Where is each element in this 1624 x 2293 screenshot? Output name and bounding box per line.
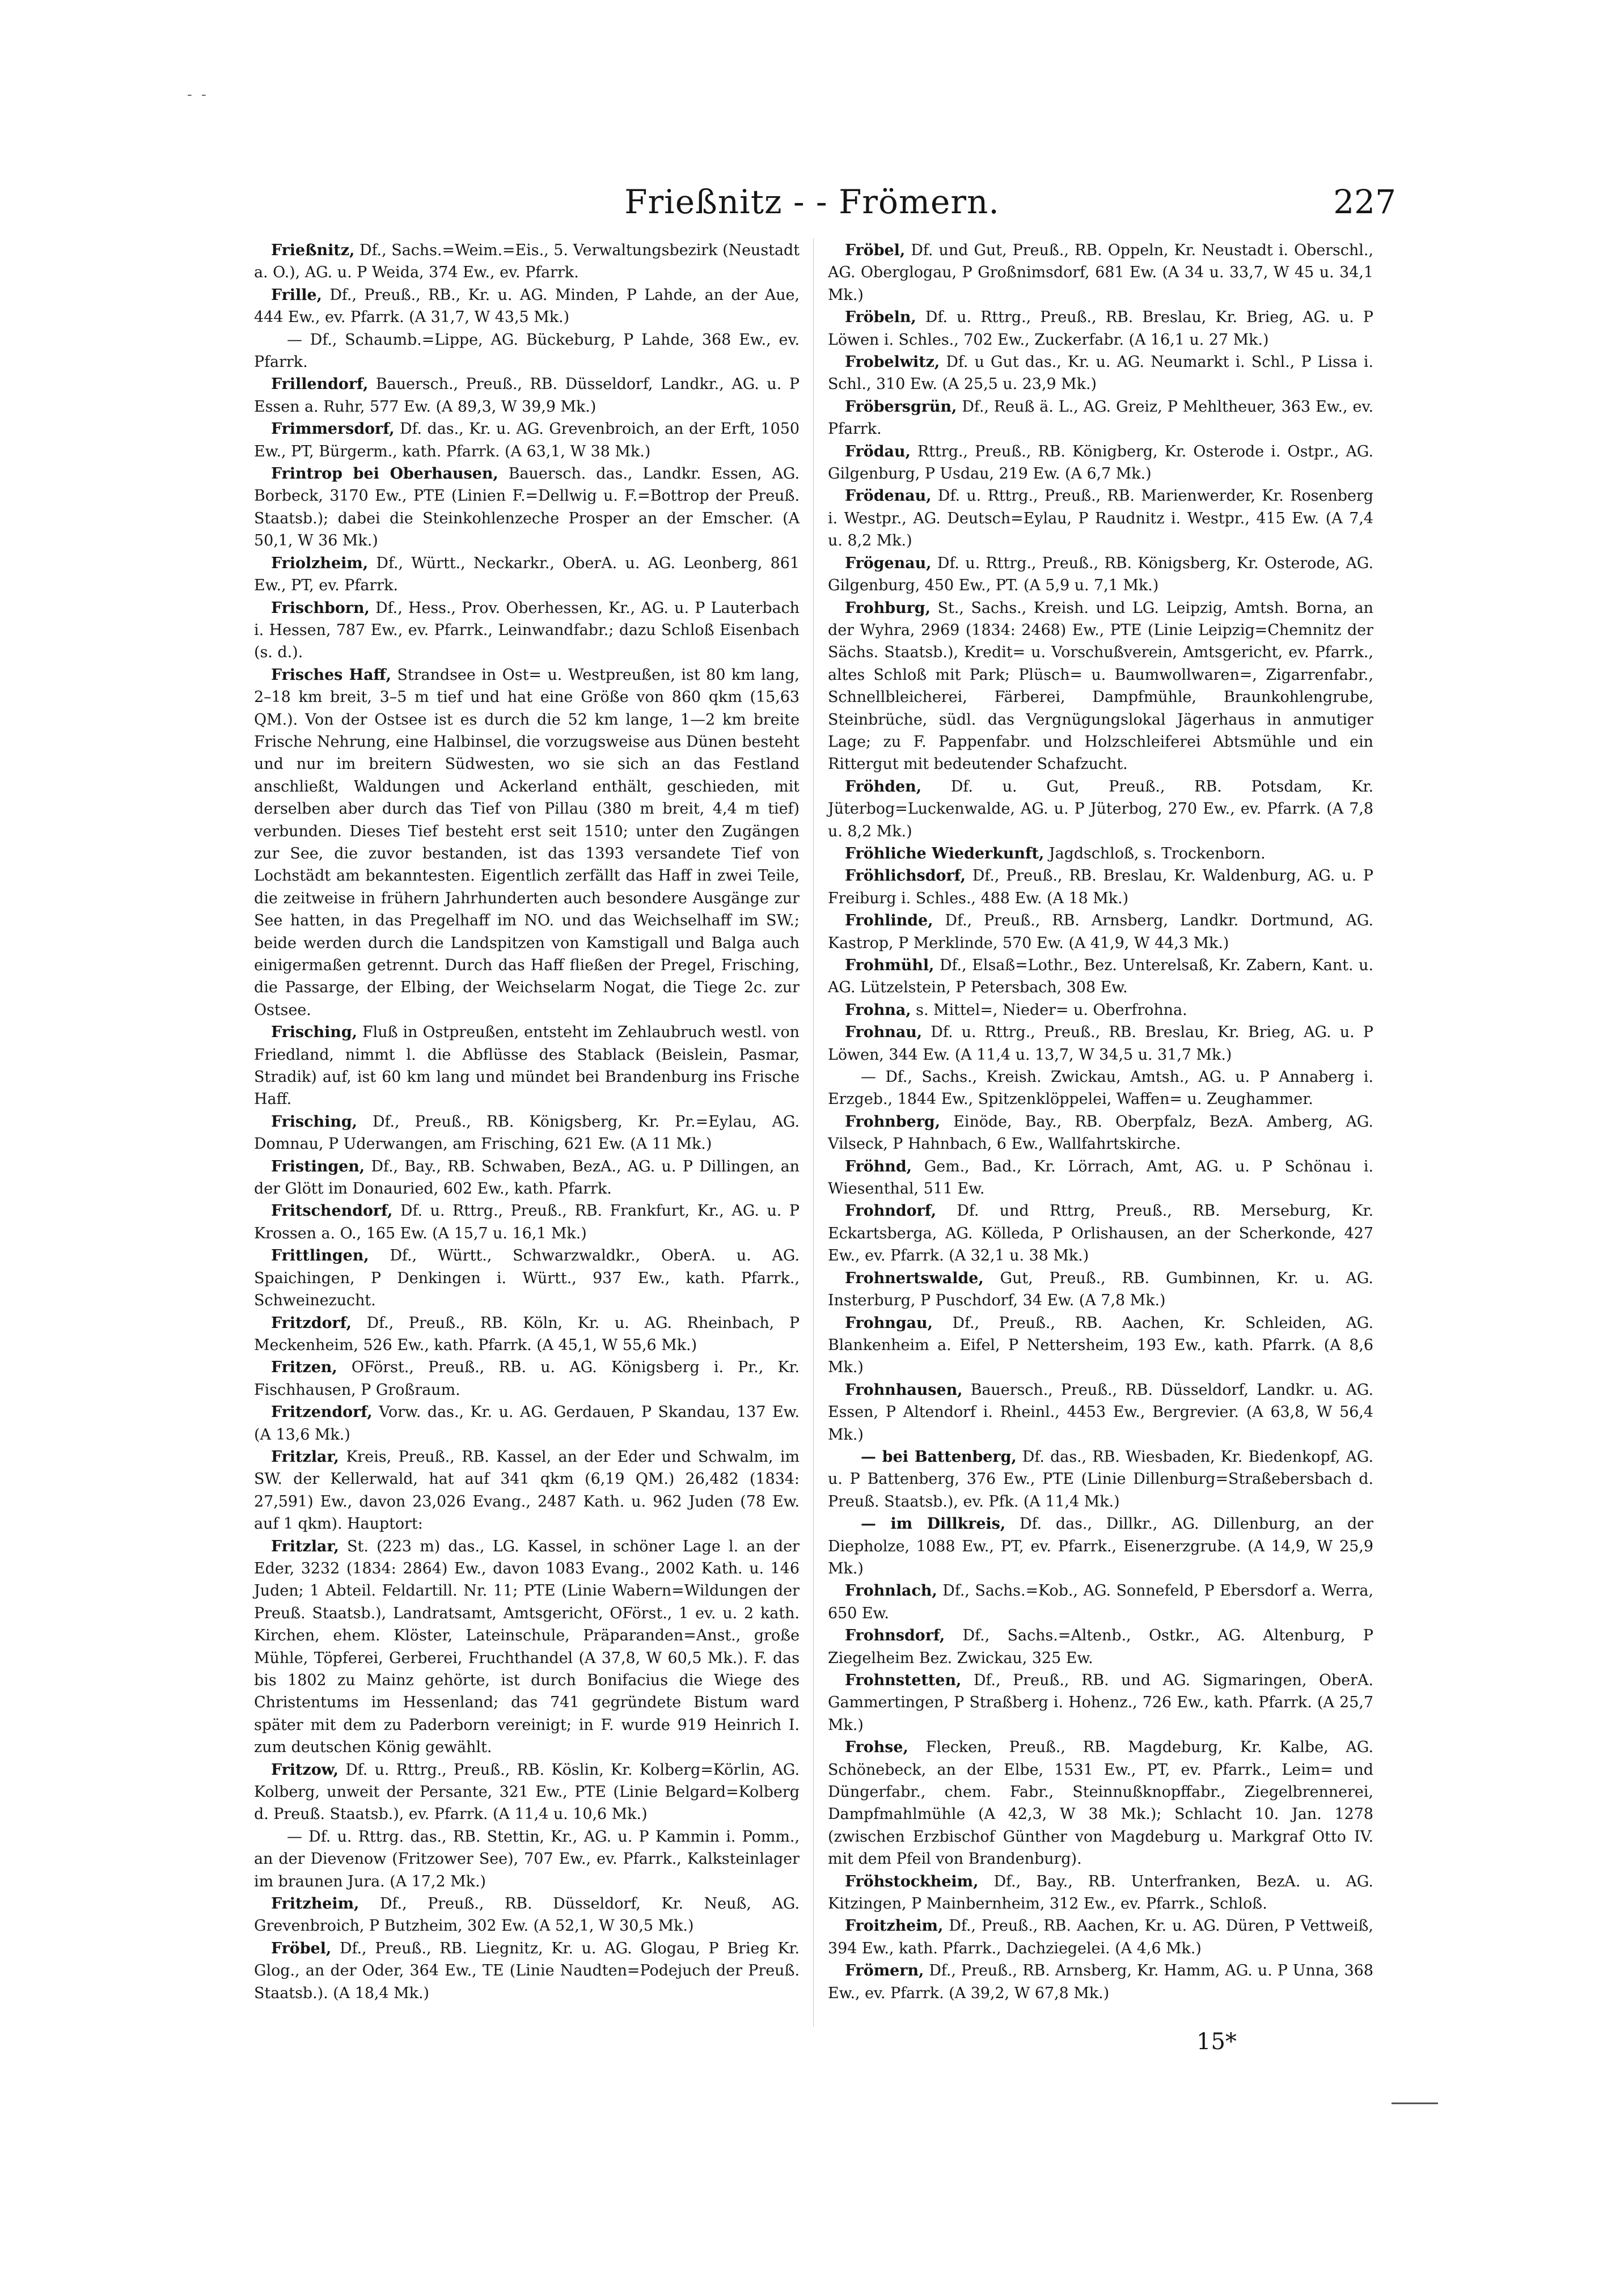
entry-headword: Fröhliche Wiederkunft,: [845, 844, 1044, 862]
entry-headword: Frohnertswalde,: [845, 1269, 984, 1287]
entry-headword: Frohna,: [845, 1001, 911, 1019]
entry-text: Df., Sachs.=Altenb., Ostkr., AG. Altenburg, P Ziegelheim Bez. Zwickau, 325 Ew.: [828, 1627, 1373, 1667]
gazetteer-entry: [254, 552, 800, 597]
gazetteer-entry: [254, 329, 800, 374]
entry-headword: Frohnstetten,: [845, 1672, 962, 1689]
entry-text: Einöde, Bay., RB. Oberpfalz, BezA. Amberg, AG. Vilseck, P Hahnbach, 6 Ew., Wallfahrtskirche.: [828, 1112, 1373, 1153]
gazetteer-entry: [254, 1535, 800, 1759]
right-column: [828, 239, 1373, 2004]
entry-text: Df., Preuß., RB. Breslau, Kr. Waldenburg, AG. u. P Freiburg i. Schles., 488 Ew. (A 18 Mk.): [828, 867, 1373, 907]
gazetteer-entry: [828, 1267, 1373, 1312]
entry-text: — Df., Sachs., Kreish. Zwickau, Amtsh., AG. u. P Annaberg i. Erzgeb., 1844 Ew., Spitzenklöppelei, Waffen= u. Zeughammer.: [828, 1068, 1373, 1109]
entry-headword: Fröhstockheim,: [845, 1872, 979, 1890]
dash-mark: - -: [187, 86, 209, 103]
gazetteer-entry: [828, 909, 1373, 954]
entry-text: Df. u. Rttrg., Preuß., RB. Köslin, Kr. Kolberg=Körlin, AG. Kolberg, unweit der Persante, 321 Ew., PTE (Linie Belgard=Kolberg d. Preuß. Staatsb.), ev. Pfarrk. (A 11,4 u. 10,6 Mk.): [254, 1761, 800, 1824]
gazetteer-entry: [254, 373, 800, 418]
entry-headword: Frille,: [271, 286, 322, 304]
gazetteer-entry: [254, 597, 800, 664]
entry-text: Df., Preuß., RB. Liegnitz, Kr. u. AG. Glogau, P Brieg Kr. Glog., an der Oder, 364 Ew., TE (Linie Naudten=Podejuch der Preuß. Staatsb.). (A 18,4 Mk.): [254, 1939, 800, 2002]
gazetteer-entry: [828, 1915, 1373, 1960]
gazetteer-entry: [828, 999, 1373, 1021]
entry-text: Df., Reuß ä. L., AG. Greiz, P Mehltheuer, 363 Ew., ev. Pfarrk.: [828, 397, 1373, 438]
entry-headword: Frohmühl,: [845, 957, 934, 974]
gazetteer-entry: [828, 1111, 1373, 1156]
entry-text: Df., Bay., RB. Unterfranken, BezA. u. AG. Kitzingen, P Mainbernheim, 312 Ew., ev. Pfarrk., Schloß.: [828, 1872, 1373, 1913]
entry-headword: Fritschendorf,: [271, 1202, 393, 1220]
entry-headword: Fritzdorf,: [271, 1314, 352, 1332]
entry-headword: Frohnhausen,: [845, 1381, 963, 1399]
entry-headword: Fröbel,: [271, 1939, 332, 1957]
gazetteer-entry: [254, 1826, 800, 1893]
gazetteer-entry: [828, 1736, 1373, 1870]
entry-text: — Df. u. Rttrg. das., RB. Stettin, Kr., AG. u. P Kammin i. Pomm., an der Dievenow (Fritzower See), 707 Ew., ev. Pfarrk., Kalksteinlager im braunen Jura. (A 17,2 Mk.): [254, 1827, 800, 1890]
gazetteer-entry: [828, 1871, 1373, 1915]
entry-text: Df., Sachs.=Weim.=Eis., 5. Verwaltungsbezirk (Neustadt a. O.), AG. u. P Weida, 374 Ew., ev. Pfarrk.: [254, 242, 800, 282]
gazetteer-entry: [828, 1066, 1373, 1111]
entry-headword: Frohnsdorf,: [845, 1627, 945, 1645]
entry-headword: Frohlinde,: [845, 912, 933, 930]
page-number: 227: [1333, 183, 1396, 221]
entry-headword: Frömern,: [845, 1962, 924, 1980]
entry-headword: Frisching,: [271, 1023, 357, 1042]
entry-headword: — bei Battenberg,: [861, 1448, 1017, 1466]
entry-text: Df., Preuß., RB., Kr. u. AG. Minden, P Lahde, an der Aue, 444 Ew., ev. Pfarrk. (A 31,7, W 43,5 Mk.): [254, 286, 800, 327]
gazetteer-entry: [254, 1893, 800, 1937]
entry-text: Gem., Bad., Kr. Lörrach, Amt, AG. u. P Schönau i. Wiesenthal, 511 Ew.: [828, 1157, 1373, 1198]
entry-headword: — im Dillkreis,: [861, 1515, 1006, 1533]
entry-text: Df. u. Rttrg., Preuß., RB. Breslau, Kr. Brieg, AG. u. P Löwen, 344 Ew. (A 11,4 u. 13,7, W 34,5 u. 31,7 Mk.): [828, 1023, 1373, 1064]
signature-mark: 15*: [1196, 2029, 1237, 2055]
entry-headword: Fritzlar,: [271, 1537, 339, 1555]
entry-text: Df. und Rttrg, Preuß., RB. Merseburg, Kr. Eckartsberga, AG. Kölleda, P Orlishausen, an der Scherkonde, 427 Ew., ev. Pfarrk. (A 32,1 u. 38 Mk.): [828, 1202, 1373, 1265]
gazetteer-entry: [828, 954, 1373, 999]
entry-text: Df., Preuß., RB. Arnsberg, Kr. Hamm, AG. u. P Unna, 368 Ew., ev. Pfarrk. (A 39,2, W 67,8 Mk.): [828, 1962, 1373, 2002]
gazetteer-entry: [254, 1401, 800, 1446]
entry-text: Df. das., RB. Wiesbaden, Kr. Biedenkopf, AG. u. P Battenberg, 376 Ew., PTE (Linie Dillenburg=Straßebersbach d. Preuß. Staatsb.), ev. Pfk. (A 11,4 Mk.): [828, 1448, 1374, 1511]
entry-text: Df., Preuß., RB. Aachen, Kr. Schleiden, AG. Blankenheim a. Eifel, P Nettersheim, 193 Ew., kath. Pfarrk. (A 8,6 Mk.): [828, 1314, 1373, 1377]
entry-text: Df., Preuß., RB. Arnsberg, Landkr. Dortmund, AG. Kastrop, P Merklinde, 570 Ew. (A 41,9, W 44,3 Mk.): [828, 912, 1373, 952]
gazetteer-entry: [828, 1624, 1373, 1669]
entry-headword: Frillendorf,: [271, 375, 369, 394]
entry-text: Df. u Gut das., Kr. u. AG. Neumarkt i. Schl., P Lissa i. Schl., 310 Ew. (A 25,5 u. 23,9 Mk.): [828, 353, 1373, 394]
entry-text: Df., Elsaß=Lothr., Bez. Unterelsaß, Kr. Zabern, Kant. u. AG. Lützelstein, P Petersbach, 308 Ew.: [828, 957, 1373, 997]
entry-headword: Froitzheim,: [845, 1917, 944, 1935]
entry-headword: Fröbel,: [845, 242, 906, 259]
gazetteer-entry: [828, 1021, 1373, 1066]
entry-headword: Fröhnd,: [845, 1157, 912, 1175]
entry-text: s. Mittel=, Nieder= u. Oberfrohna.: [911, 1001, 1187, 1019]
bottom-rule: [1392, 2102, 1438, 2104]
column-divider: [813, 238, 814, 2027]
gazetteer-entry: [828, 239, 1373, 306]
entry-text: Df., Preuß., RB. Köln, Kr. u. AG. Rheinbach, P Meckenheim, 526 Ew., kath. Pfarrk. (A 45,1, W 55,6 Mk.): [254, 1314, 800, 1354]
entry-headword: Fritzen,: [271, 1359, 337, 1377]
entry-text: Df., Preuß., RB. und AG. Sigmaringen, OberA. Gammertingen, P Straßberg i. Hohenz., 726 Ew., kath. Pfarrk. (A 25,7 Mk.): [828, 1672, 1373, 1734]
entry-headword: Frohnau,: [845, 1023, 923, 1042]
entry-text: Df., Preuß., RB. Aachen, Kr. u. AG. Düren, P Vettweiß, 394 Ew., kath. Pfarrk., Dachziegelei. (A 4,6 Mk.): [828, 1917, 1373, 1957]
gazetteer-entry: [828, 1200, 1373, 1267]
gazetteer-entry: [254, 418, 800, 463]
entry-headword: Frohngau,: [845, 1314, 933, 1332]
entry-headword: Frießnitz,: [271, 242, 355, 259]
gazetteer-entry: [828, 1669, 1373, 1736]
gazetteer-entry: [828, 396, 1373, 441]
gazetteer-entry: [254, 1446, 800, 1535]
entry-text: Bauersch., Preuß., RB. Düsseldorf, Landkr., AG. u. P Essen a. Ruhr, 577 Ew. (A 89,3, W 39,9 Mk.): [254, 375, 800, 416]
entry-text: Rttrg., Preuß., RB. Königberg, Kr. Osterode i. Ostpr., AG. Gilgenburg, P Usdau, 219 Ew. (A 6,7 Mk.): [828, 442, 1373, 483]
entry-headword: Fritzendorf,: [271, 1403, 373, 1422]
entry-text: — Df., Schaumb.=Lippe, AG. Bückeburg, P Lahde, 368 Ew., ev. Pfarrk.: [254, 331, 800, 371]
page-header: [0, 183, 1624, 228]
entry-headword: Fröhlichsdorf,: [845, 867, 966, 885]
entry-headword: Frisches Haff,: [271, 666, 391, 684]
entry-headword: Frohburg,: [845, 599, 931, 617]
entry-text: Df., Hess., Prov. Oberhessen, Kr., AG. u. P Lauterbach i. Hessen, 787 Ew., ev. Pfarrk., Leinwandfabr.; dazu Schloß Eisenbach (s. d.).: [254, 599, 800, 662]
entry-text: Strandsee in Ost= u. Westpreußen, ist 80 km lang, 2–18 km breit, 3–5 m tief und hat eine Größe von 860 qkm (15,63 QM.). Von der Ostsee ist es durch die 52 km lange, 1—2 km breite Frische Nehrung, eine Halbinsel, die vorzugsweise aus Dünen besteht und nur im breitern Südwesten, wo sie sich an das Festland anschließt, Waldungen und Ackerland enthält, geschieden, mit derselben aber durch das Tief von Pillau (380 m breit, 4,4 m tief) verbunden. Dieses Tief besteht erst seit 1510; unter den Zugängen zur See, die zuvor bestanden, ist das 1393 versandete Tief von Lochstädt am bekanntesten. Eigentlich zerfällt das Haff in zwei Teile, die zeitweise in frühern Jahrhunderten auch besondere Ausgänge zur See hatten, in das Pregelhaff im NO. und das Weichselhaff im SW.; beide werden durch die Landspitzen von Kamstigall und Balga auch einigermaßen getrennt. Durch das Haff fließen der Pregel, Frisching, die Passarge, der Elbing, der Weichselarm Nogat, die Tiege 2c. zur Ostsee.: [254, 666, 800, 1019]
gazetteer-entry: [828, 1312, 1373, 1379]
entry-text: Kreis, Preuß., RB. Kassel, an der Eder und Schwalm, im SW. der Kellerwald, hat auf 341 qkm (6,19 QM.) 26,482 (1834: 27,591) Ew., davon 23,026 Evang., 2487 Kath. u. 962 Juden (78 Ew. auf 1 qkm). Hauptort:: [254, 1448, 800, 1533]
gazetteer-entry: [828, 1446, 1373, 1513]
entry-text: Df., Württ., Neckarkr., OberA. u. AG. Leonberg, 861 Ew., PT, ev. Pfarrk.: [254, 554, 800, 595]
entry-text: St., Sachs., Kreish. und LG. Leipzig, Amtsh. Borna, an der Wyhra, 2969 (1834: 2468) Ew., PTE (Linie Leipzig=Chemnitz der Sächs. Staatsb.), Kredit= u. Vorschußverein, Amtsgericht, ev. Pfarrk., altes Schloß mit Park; Plüsch= u. Baumwollwaren=, Zigarrenfabr., Schnellbleicherei, Färberei, Dampfmühle, Braunkohlengrube, Steinbrüche, südl. das Vergnügungslokal Jägerhaus in anmutiger Lage; zu F. Pappenfabr. und Holzschleiferei Abtsmühle und ein Rittergut mit bedeutender Schafzucht.: [828, 599, 1373, 773]
entry-text: Df. das., Dillkr., AG. Dillenburg, an der Diepholze, 1088 Ew., PT, ev. Pfarrk., Eisenerzgrube. (A 14,9, W 25,9 Mk.): [828, 1515, 1373, 1577]
entry-headword: Frischborn,: [271, 599, 370, 617]
entry-text: Df. u. Rttrg., Preuß., RB. Marienwerder, Kr. Rosenberg i. Westpr., AG. Deutsch=Eylau, P Raudnitz i. Westpr., 415 Ew. (A 7,4 u. 8,2 Mk.): [828, 487, 1373, 550]
running-head: Frießnitz - - Frömern.: [624, 183, 1000, 221]
gazetteer-entry: [254, 1759, 800, 1826]
gazetteer-entry: [828, 865, 1373, 909]
gazetteer-entry: [254, 1312, 800, 1357]
gazetteer-entry: [828, 1513, 1373, 1580]
entry-text: Df. das., Kr. u. AG. Grevenbroich, an der Erft, 1050 Ew., PT, Bürgerm., kath. Pfarrk. (A 63,1, W 38 Mk.): [254, 420, 800, 460]
entry-text: Df. u. Rttrg., Preuß., RB. Königsberg, Kr. Osterode, AG. Gilgenburg, 450 Ew., PT. (A 5,9 u. 7,1 Mk.): [828, 554, 1373, 595]
entry-headword: Frögenau,: [845, 554, 932, 572]
entry-headword: Friolzheim,: [271, 554, 369, 572]
gazetteer-entry: [254, 1356, 800, 1401]
gazetteer-entry: [254, 1156, 800, 1200]
entry-headword: Fröbeln,: [845, 308, 916, 327]
entry-text: Flecken, Preuß., RB. Magdeburg, Kr. Kalbe, AG. Schönebeck, an der Elbe, 1531 Ew., PT, ev. Pfarrk., Leim= und Düngerfabr., chem. Fabr., Steinnußknopffabr., Ziegelbrennerei, Dampfmahlmühle (A 42,3, W 38 Mk.); Schlacht 10. Jan. 1278 (zwischen Erzbischof Günther von Magdeburg u. Markgraf Otto IV. mit dem Pfeil von Brandenburg).: [828, 1738, 1373, 1868]
entry-headword: Frödenau,: [845, 487, 932, 505]
gazetteer-entry: [254, 1021, 800, 1111]
gazetteer-entry: [828, 776, 1373, 843]
entry-headword: Frohnberg,: [845, 1112, 941, 1131]
gazetteer-entry: [254, 664, 800, 1022]
gazetteer-entry: [828, 1960, 1373, 2004]
entry-headword: Fritzlar,: [271, 1448, 339, 1466]
entry-text: St. (223 m) das., LG. Kassel, in schöner Lage l. an der Eder, 3232 (1834: 2864) Ew., davon 1083 Evang., 2002 Kath. u. 146 Juden; 1 Abteil. Feldartill. Nr. 11; PTE (Linie Wabern=Wildungen der Preuß. Staatsb.), Landratsamt, Amtsgericht, OFörst., 1 ev. u. 2 kath. Kirchen, ehem. Klöster, Lateinschule, Präparanden=Anst., große Mühle, Töpferei, Gerberei, Fruchthandel (A 37,8, W 60,5 Mk.). F. das bis 1802 zu Mainz gehörte, ist durch Bonifacius die Wiege des Christentums im Hessenland; das 741 gegründete Bistum ward später mit dem zu Paderborn vereinigt; in F. wurde 919 Heinrich I. zum deutschen König gewählt.: [254, 1537, 800, 1757]
gazetteer-entry: [254, 1937, 800, 2004]
gazetteer-entry: [828, 306, 1373, 351]
entry-text: Df., Preuß., RB. Königsberg, Kr. Pr.=Eylau, AG. Domnau, P Uderwangen, am Frisching, 621 Ew. (A 11 Mk.): [254, 1112, 800, 1153]
entry-text: Vorw. das., Kr. u. AG. Gerdauen, P Skandau, 137 Ew. (A 13,6 Mk.): [254, 1403, 800, 1444]
gazetteer-entry: [828, 1580, 1373, 1624]
entry-headword: Frisching,: [271, 1112, 357, 1131]
gazetteer-entry: [828, 1156, 1373, 1200]
entry-text: Df., Bay., RB. Schwaben, BezA., AG. u. P Dillingen, an der Glött im Donauried, 602 Ew., kath. Pfarrk.: [254, 1157, 800, 1198]
gazetteer-entry: [828, 485, 1373, 552]
gazetteer-entry: [254, 1245, 800, 1312]
entry-headword: Fröhden,: [845, 777, 922, 796]
left-column: [254, 239, 800, 2004]
entry-text: Df. u. Rttrg., Preuß., RB. Frankfurt, Kr., AG. u. P Krossen a. O., 165 Ew. (A 15,7 u. 16,1 Mk.): [254, 1202, 800, 1242]
entry-text: Bauersch. das., Landkr. Essen, AG. Borbeck, 3170 Ew., PTE (Linien F.=Dellwig u. F.=Bottrop der Preuß. Staatsb.); dabei die Steinkohlenzeche Prosper an der Emscher. (A 50,1, W 36 Mk.): [254, 465, 800, 550]
entry-headword: Frohse,: [845, 1738, 908, 1757]
entry-text: Bauersch., Preuß., RB. Düsseldorf, Landkr. u. AG. Essen, P Altendorf i. Rheinl., 4453 Ew., Bergrevier. (A 63,8, W 56,4 Mk.): [828, 1381, 1373, 1444]
gazetteer-entry: [254, 1200, 800, 1245]
gazetteer-entry: [828, 597, 1373, 776]
entry-headword: Frohnlach,: [845, 1582, 937, 1600]
entry-text: Df. u. Gut, Preuß., RB. Potsdam, Kr. Jüterbog=Luckenwalde, AG. u. P Jüterbog, 270 Ew., ev. Pfarrk. (A 7,8 u. 8,2 Mk.): [828, 777, 1373, 840]
entry-headword: Fritzow,: [271, 1761, 339, 1779]
entry-headword: Frobelwitz,: [845, 353, 940, 371]
entry-headword: Frittlingen,: [271, 1247, 369, 1265]
entry-headword: Frohndorf,: [845, 1202, 937, 1220]
entry-text: Gut, Preuß., RB. Gumbinnen, Kr. u. AG. Insterburg, P Puschdorf, 34 Ew. (A 7,8 Mk.): [828, 1269, 1373, 1310]
entry-headword: Fristingen,: [271, 1157, 365, 1175]
gazetteer-entry: [254, 463, 800, 552]
entry-text: Fluß in Ostpreußen, entsteht im Zehlaubruch westl. von Friedland, nimmt l. die Abflüsse des Stablack (Beislein, Pasmar, Stradik) auf, ist 60 km lang und mündet bei Brandenburg ins Frische Haff.: [254, 1023, 800, 1109]
entry-headword: Frintrop bei Oberhausen,: [271, 465, 498, 483]
gazetteer-entry: [828, 843, 1373, 865]
entry-text: Jagdschloß, s. Trockenborn.: [1044, 844, 1266, 862]
gazetteer-entry: [828, 441, 1373, 485]
entry-headword: Frödau,: [845, 442, 911, 460]
gazetteer-entry: [254, 239, 800, 284]
gazetteer-entry: [828, 1379, 1373, 1446]
entry-text: Df., Württ., Schwarzwaldkr., OberA. u. AG. Spaichingen, P Denkingen i. Württ., 937 Ew., kath. Pfarrk., Schweinezucht.: [254, 1247, 800, 1310]
gazetteer-entry: [254, 284, 800, 329]
entry-text: Df. und Gut, Preuß., RB. Oppeln, Kr. Neustadt i. Oberschl., AG. Oberglogau, P Großnimsdorf, 681 Ew. (A 34 u. 33,7, W 45 u. 34,1 Mk.): [828, 242, 1373, 304]
entry-text: Df. u. Rttrg., Preuß., RB. Breslau, Kr. Brieg, AG. u. P Löwen i. Schles., 702 Ew., Zuckerfabr. (A 16,1 u. 27 Mk.): [828, 308, 1373, 349]
gazetteer-entry: [828, 552, 1373, 597]
gazetteer-entry: [254, 1111, 800, 1156]
entry-text: Df., Preuß., RB. Düsseldorf, Kr. Neuß, AG. Grevenbroich, P Butzheim, 302 Ew. (A 52,1, W 30,5 Mk.): [254, 1895, 800, 1935]
gazetteer-entry: [828, 351, 1373, 396]
entry-headword: Fritzheim,: [271, 1895, 360, 1913]
entry-text: Df., Sachs.=Kob., AG. Sonnefeld, P Ebersdorf a. Werra, 650 Ew.: [828, 1582, 1373, 1622]
entry-text: OFörst., Preuß., RB. u. AG. Königsberg i. Pr., Kr. Fischhausen, P Großraum.: [254, 1359, 800, 1399]
entry-headword: Fröbersgrün,: [845, 397, 957, 416]
entry-headword: Frimmersdorf,: [271, 420, 395, 438]
